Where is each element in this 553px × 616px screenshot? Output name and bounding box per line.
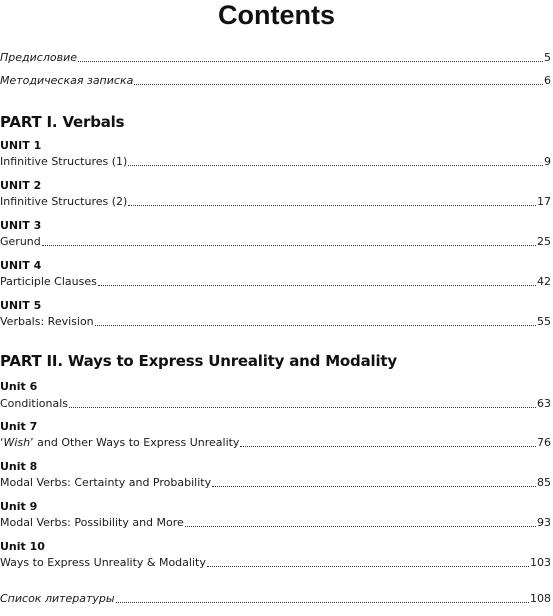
part-heading: PART I. Verbals xyxy=(0,113,125,131)
dot-leader xyxy=(207,566,529,567)
toc-entry-label: Conditionals xyxy=(0,397,69,410)
dot-leader xyxy=(128,165,543,166)
unit-label: Unit 9 xyxy=(0,500,38,513)
toc-entry-unit-10[interactable] xyxy=(0,555,551,570)
toc-page-number: 108 xyxy=(530,592,551,605)
unit-label: UNIT 3 xyxy=(0,219,42,232)
toc-entry-references[interactable] xyxy=(0,591,551,606)
part-heading: PART II. Ways to Express Unreality and Modality xyxy=(0,352,397,370)
toc-entry-unit-3[interactable] xyxy=(0,234,551,249)
page-title: Contents xyxy=(218,0,335,30)
dot-leader xyxy=(128,205,536,206)
toc-entry-label: Modal Verbs: Certainty and Probability xyxy=(0,476,212,489)
toc-entry-label: Gerund xyxy=(0,235,41,248)
toc-entry-methodical-note[interactable] xyxy=(0,73,551,88)
toc-entry-unit-2[interactable] xyxy=(0,194,551,209)
unit-label: UNIT 5 xyxy=(0,299,42,312)
label-rest: ’ and Other Ways to Express Unreality xyxy=(30,436,240,449)
toc-entry-label: Participle Clauses xyxy=(0,275,97,288)
dot-leader xyxy=(185,526,536,527)
toc-entry-preface[interactable] xyxy=(0,50,551,65)
dot-leader xyxy=(78,61,543,62)
dot-leader xyxy=(98,285,536,286)
toc-entry-unit-6[interactable] xyxy=(0,396,551,411)
unit-label: UNIT 4 xyxy=(0,259,42,272)
dot-leader xyxy=(42,245,536,246)
toc-entry-unit-9[interactable] xyxy=(0,515,551,530)
toc-entry-unit-1[interactable] xyxy=(0,154,551,169)
toc-page-number: 17 xyxy=(537,195,551,208)
toc-entry-label: Предисловие xyxy=(0,51,77,64)
dot-leader xyxy=(240,446,536,447)
unit-label: Unit 7 xyxy=(0,420,38,433)
toc-entry-label: Infinitive Structures (1) xyxy=(0,155,128,168)
toc-entry-unit-5[interactable] xyxy=(0,314,551,329)
toc-entry-label: Ways to Express Unreality & Modality xyxy=(0,556,206,569)
toc-page-number: 25 xyxy=(537,235,551,248)
toc-page-number: 6 xyxy=(544,74,551,87)
dot-leader xyxy=(95,325,536,326)
toc-entry-unit-8[interactable] xyxy=(0,475,551,490)
toc-page-number: 76 xyxy=(537,436,551,449)
toc-entry-unit-7[interactable] xyxy=(0,435,551,450)
unit-label: Unit 6 xyxy=(0,380,38,393)
toc-entry-label: Методическая записка xyxy=(0,74,134,87)
toc-page-number: 63 xyxy=(537,397,551,410)
toc-entry-label: Verbals: Revision xyxy=(0,315,94,328)
toc-page-number: 55 xyxy=(537,315,551,328)
dot-leader xyxy=(69,407,536,408)
unit-label: UNIT 1 xyxy=(0,139,42,152)
toc-page-number: 9 xyxy=(544,155,551,168)
wish-word: Wish xyxy=(3,436,31,449)
toc-entry-unit-4[interactable] xyxy=(0,274,551,289)
toc-entry-label: Modal Verbs: Possibility and More xyxy=(0,516,184,529)
toc-entry-label: Список литературы xyxy=(0,592,115,605)
toc-page-number: 5 xyxy=(544,51,551,64)
unit-label: Unit 10 xyxy=(0,540,45,553)
toc-entry-label xyxy=(0,435,239,450)
toc-page-number: 103 xyxy=(530,556,551,569)
open-quote: ‘ xyxy=(0,436,4,449)
dot-leader xyxy=(116,602,529,603)
unit-label: UNIT 2 xyxy=(0,179,42,192)
dot-leader xyxy=(134,84,543,85)
toc-entry-label: Infinitive Structures (2) xyxy=(0,195,128,208)
unit-label: Unit 8 xyxy=(0,460,38,473)
toc-page-number: 42 xyxy=(537,275,551,288)
dot-leader xyxy=(212,486,536,487)
toc-page-number: 93 xyxy=(537,516,551,529)
toc-page-number: 85 xyxy=(537,476,551,489)
